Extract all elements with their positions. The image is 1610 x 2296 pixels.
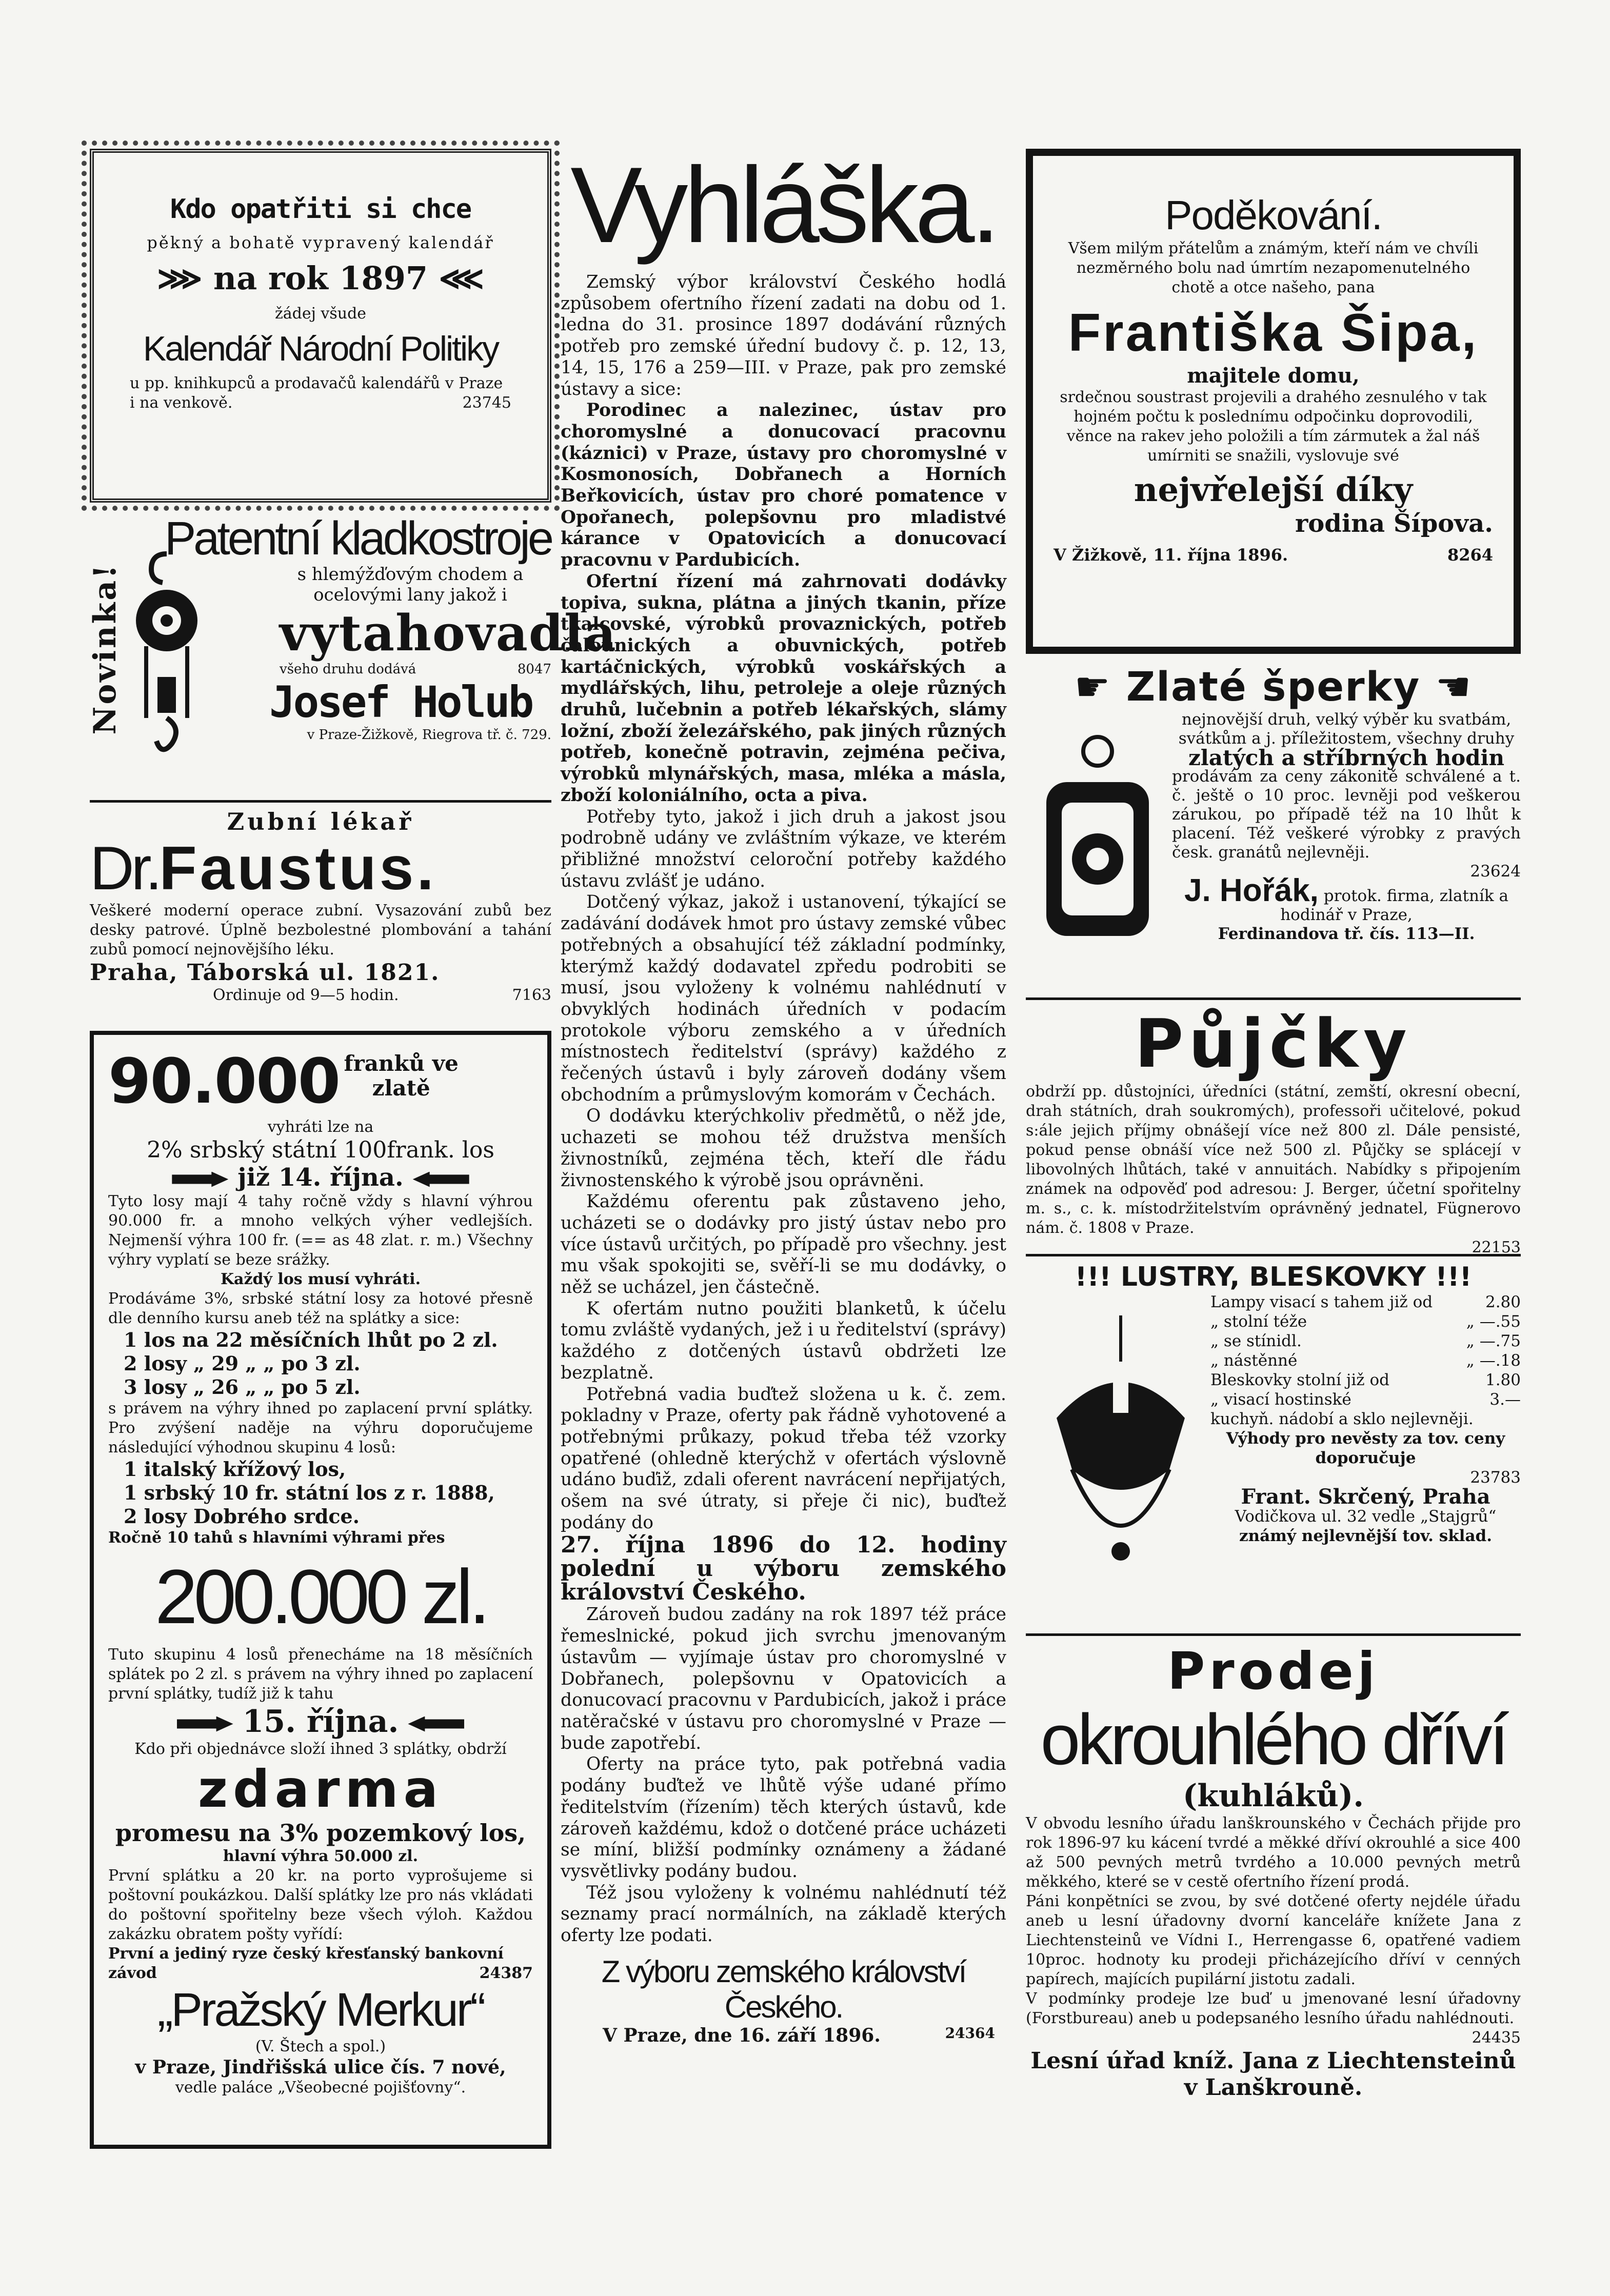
sperky-text — [1172, 710, 1521, 944]
sperky-t1: nejnovější druh, velký výběr ku svatbám, svátkům a j. příležitostem, všechny druhy — [1178, 710, 1515, 748]
loterie-date1 — [108, 1163, 533, 1192]
lustry-row — [1210, 1370, 1521, 1390]
group-item: 1 italský křížový los, — [124, 1458, 346, 1481]
lustry-code: 23783 — [1470, 1468, 1521, 1487]
loterie-currency: franků ve zlatě — [344, 1051, 459, 1101]
vyhlaska-p11: Oferty na práce tyto, pak potřebná vadia podány buďtež ve lhůtě výše udané přímo ředitelstvím (řízením) těch kterých ústavů, kde zároveň každému, kdož o dotčené práce ucházeti se míní, bližší podmínky oznámeny a žádané vysvětlivky podány budou. — [561, 1754, 1006, 1882]
ad-pujcky — [1026, 997, 1521, 1256]
loterie-para2: Prodáváme 3%, srbské státní losy za hotové přesně dle denního kursu aneb též na splátky a sice: — [108, 1290, 533, 1327]
faustus-hours: Ordinuje od 9—5 hodin. — [213, 986, 399, 1004]
loterie-merkur: „Pražský Merkur“ — [157, 1984, 484, 2036]
pointing-hand-icon — [177, 1716, 233, 1732]
vyhlaska-p1: Zemský výbor království Českého hodlá způsobem ofertního řízení zadati na dobu od 1. ledna do 31. prosince 1897 dodávání různých potřeb pro zemské úřední budovy č. p. 12, 13, 14, 15, 176 a 259—III. v Praze, pak pro zemské ústavy a sice: — [561, 272, 1006, 400]
lustry-row-label: Lampy visací s tahem již od — [1210, 1293, 1433, 1311]
chandelier-image — [1036, 1315, 1205, 1587]
loterie-group — [108, 1458, 533, 1528]
kalendar-line4: žádej všude — [274, 305, 367, 323]
loterie-win-line: vyhráti lze na — [267, 1118, 374, 1136]
faustus-surname: Faustus. — [159, 834, 437, 903]
kalendar-year-text: na rok 1897 — [213, 259, 428, 297]
lustry-row-label: „ visací hostinské — [1210, 1390, 1351, 1409]
loterie-date1-text: již 14. října. — [237, 1163, 404, 1192]
lustry-row-price: 2.80 — [1485, 1293, 1521, 1311]
podekovani-name: Františka Šipa, — [1068, 303, 1479, 363]
vyhlaska-p12: Též jsou vyloženy k volnému nahlédnutí též seznamy prací normálních, na základě kterých oferty lze podati. — [561, 1882, 1006, 1946]
loterie-draws — [108, 1328, 533, 1399]
vyhlaska-date-row — [551, 2025, 1016, 2046]
lustry-t2: Výhody pro nevěsty za tov. ceny doporučuje — [1226, 1429, 1505, 1467]
loterie-code: 24387 — [479, 1964, 533, 1982]
ad-loterie — [90, 1031, 551, 2149]
pujcky-title: Půjčky — [1135, 1005, 1412, 1083]
middle-column — [551, 145, 1016, 2046]
podekovani-title: Poděkování. — [1165, 192, 1382, 238]
holub-code: 8047 — [517, 662, 551, 677]
pointing-hand-icon: ☛ — [1074, 664, 1126, 710]
sperky-firm — [1172, 873, 1521, 925]
faustus-hours-row — [90, 986, 551, 1005]
podekovani-place: V Žižkově, 11. října 1896. — [1054, 545, 1288, 565]
lustry-row-price: „ —.18 — [1466, 1351, 1521, 1370]
draw-row: 1 los na 22 měsíčních lhůt po 2 zl. — [124, 1328, 498, 1351]
divider — [1026, 1254, 1521, 1256]
loterie-merkur-addr2: vedle paláce „Všeobecné pojišťovny“. — [175, 2079, 466, 2097]
lustry-title: !!! LUSTRY, BLESKOVKY !!! — [1075, 1262, 1472, 1292]
lustry-addr2: známý nejlevnější tov. sklad. — [1239, 1527, 1493, 1545]
lustry-row-price: 1.80 — [1485, 1371, 1521, 1389]
pointing-hand-icon — [172, 1172, 228, 1187]
vyhlaska-p5: Dotčený výkaz, jakož i ustanovení, týkající se zadávání dodávek hmot pro ústavy zemské vůbec potřebných a obsahující též základní podmínky, kterýmž každý dodavatel zpředu podrobiti se musí, jsou vyloženy k volnému nahlédnutí v obvyklých hodinách úředních v podacím protokole výboru zemského a v úředních místnostech ředitelství (správy) každého z řečených ústavů i byly zároveň dodány všem obchodním a průmyslovým komorám v Čechách. — [561, 892, 1006, 1105]
draw-row: 3 losy „ 26 „ „ po 5 zl. — [124, 1375, 361, 1399]
loterie-para6b: První a jediný ryze český křesťanský bankovní závod — [108, 1945, 504, 1982]
lustry-row — [1210, 1331, 1521, 1351]
vyhlaska-code: 24364 — [945, 2024, 995, 2042]
prodej-text1: V obvodu lesního úřadu lanškrounského v Čechách přijde pro rok 1896-97 ku kácení tvrdé a měkké dříví okrouhlé a sice 400 až 500 pevných metrů tvrdého a 10.000 pevných metrů měkkého, které se v cestě ofertního řízení prodá. — [1026, 1814, 1521, 1891]
group-item: 2 losy Dobrého srdce. — [124, 1505, 360, 1528]
vyhlaska-p9: Potřebná vadia buďtež složena u k. č. zem. pokladny v Praze, oferty pak řádně vyhotovené a potřebnými průkazy, pokud třeba též vzorky opatřené (ohledně kterýchž v ofertách výslovně udáno buďiž, zdali oferent navrácení nepřijatých, ošem na své útraty, si přeje či nic), buďtež podány do — [561, 1384, 1006, 1533]
prodej-code: 24435 — [1472, 2029, 1521, 2047]
loterie-big-win: 200.000 zl. — [155, 1553, 486, 1640]
kalendar-line1: Kdo opatřiti si chce — [170, 194, 471, 225]
kalendar-sellers-text: u pp. knihkupců a prodavačů kalendářů v Praze i na venkově. — [130, 374, 503, 412]
pointing-hand-icon — [413, 1172, 469, 1187]
prodej-text2: Páni konpětníci se zvou, by své dotčené oferty nejdéle úřadu aneb u lesní úřadovny dvorní kanceláře knížete Jana z Liechtensteinů ve Vídni I., Herrengasse 6, opatřené vadiem 10proc. hodnoty ku prodeji přicházejícího dříví v cenných papírech, majících pupilární jistotu zadali. — [1026, 1892, 1521, 1988]
loterie-los: 2% srbský státní 100frank. los — [147, 1137, 494, 1163]
lustry-row-price: „ —.55 — [1466, 1312, 1521, 1331]
podekovani-code: 8264 — [1447, 545, 1493, 565]
ad-holub — [87, 512, 617, 795]
sperky-t2: zlatých a stříbrných hodin — [1188, 745, 1505, 770]
pointing-hand-icon: ☚ — [1420, 664, 1473, 710]
prodej-sub: okrouhlého dříví — [1040, 1699, 1506, 1780]
divider — [90, 800, 551, 803]
vyhlaska-date: V Praze, dne 16. září 1896. — [603, 2024, 881, 2046]
jewel-pendant-image — [1026, 731, 1169, 951]
sperky-title-text: Zlaté šperky — [1126, 664, 1421, 710]
sperky-code: 23624 — [1470, 862, 1521, 881]
loterie-header — [108, 1046, 533, 1117]
lustry-t1: kuchyň. nádobí a sklo nejlevněji. — [1210, 1410, 1474, 1428]
vyhlaska-title: Vyhláška. — [570, 145, 997, 265]
loterie-yearly: Ročně 10 tahů s hlavními výhrami přes — [108, 1529, 445, 1547]
faustus-address: Praha, Táborská ul. 1821. — [90, 960, 440, 986]
loterie-promesa-sub: hlavní výhra 50.000 zl. — [223, 1847, 419, 1865]
lustry-row-label: „ se stínidl. — [1210, 1332, 1302, 1350]
lustry-row — [1210, 1390, 1521, 1409]
loterie-date2-text: 15. října. — [242, 1704, 399, 1740]
faustus-dr: Dr. — [90, 834, 160, 903]
holub-address: v Praze-Žižkově, Riegrova tř. č. 729. — [307, 727, 551, 743]
lustry-name: Frant. Skrčený, Praha — [1241, 1485, 1490, 1509]
faustus-header: Zubní lékař — [227, 808, 414, 835]
holub-desc: s hlemýžďovým chodem a ocelovými lany jakož i — [297, 564, 524, 605]
sperky-name: J. Hořák, — [1184, 873, 1319, 908]
arrow-left-icon: ⋘ — [427, 259, 484, 297]
loterie-free: zdarma — [197, 1759, 444, 1819]
pointing-hand-icon — [408, 1716, 464, 1732]
faustus-code: 7163 — [512, 986, 551, 1004]
pulley-hoist-image — [126, 549, 208, 764]
ad-faustus — [90, 800, 551, 1015]
podekovani-family: rodina Šípova. — [1295, 509, 1493, 538]
kalendar-line2: pěkný a bohatě vypravený kalendář — [147, 233, 494, 252]
holub-name: Josef Holub — [269, 677, 532, 727]
lustry-row — [1210, 1292, 1521, 1312]
podekovani-footer — [1054, 545, 1493, 565]
ad-lustry — [1026, 1254, 1521, 1623]
prodej-title: Prodej — [1167, 1641, 1379, 1701]
lustry-row-label: „ stolní téže — [1210, 1312, 1307, 1331]
loterie-para1b: Každý los musí vyhráti. — [220, 1270, 421, 1288]
vyhlaska-p3: Ofertní řízení má zahrnovati dodávky topiva, sukna, plátna a jiných tkanin, příze tkalcovské, výrobků provaznických, potřeb čalounických a obuvnických, potřeb kartáčnických, výrobků voskářských a mydlářských, lihu, petroleje a oleje různých druhů, lučebnin a potřeb lékařských, slámy ložní, zboží železářského, pak jiných různých potřeb, konečně potravin, zejména pečiva, výrobků mlynářských, masa, mléka a másla, zboží koloniálního, octa a piva. — [561, 571, 1006, 806]
lustry-row — [1210, 1312, 1521, 1331]
loterie-promesa: promesu na 3% pozemkový los, — [115, 1819, 526, 1847]
loterie-para6: První splátku a 20 kr. na porto vyprošujeme si poštovní poukázkou. Další splátky lze pro nás vkládati do poštovní spořitelny beze všech výloh. Každou zakázku obratem pošty vyřídí: — [108, 1867, 533, 1943]
kalendar-code: 23745 — [462, 394, 511, 412]
pujcky-code: 22153 — [1472, 1239, 1521, 1256]
sperky-addr: Ferdinandova tř. čís. 113—II. — [1218, 925, 1475, 943]
vyhlaska-p4: Potřeby tyto, jakož i jich druh a jakost jsou podrobně udány ve zvláštním výkaze, ve kterém přibližné množství celoroční potřeby každého ústavu zvlášť je udáno. — [561, 806, 1006, 891]
loterie-para3: s právem na výhry ihned po zaplacení první splátky. Pro zvýšení naděje na výhru doporučujeme následující výhodnou skupinu 4 losů: — [108, 1400, 533, 1456]
loterie-para4: Tuto skupinu 4 losů přenecháme na 18 měsíčních splátek po 2 zl. s právem na výhry ihned po zaplacení první splátky, tudíž již k tahu — [108, 1646, 533, 1703]
draw-row: 2 losy „ 29 „ „ po 3 zl. — [124, 1352, 361, 1375]
prodej-kul: (kuhláků). — [1182, 1778, 1364, 1814]
sperky-title — [1026, 664, 1521, 710]
group-item: 1 srbský 10 fr. státní los z r. 1888, — [124, 1481, 495, 1504]
lustry-list — [1210, 1292, 1521, 1546]
sperky-name-sub: protok. firma, zlatník a hodinář v Praze, — [1280, 887, 1508, 924]
kalendar-title: Kalendář Národní Politiky — [143, 329, 499, 368]
left-column — [87, 149, 617, 2149]
holub-title: Patentní kladkostroje — [164, 512, 551, 565]
lustry-row — [1210, 1351, 1521, 1370]
faustus-text: Veškeré moderní operace zubní. Vysazování zubů bez desky patrové. Úplně bezbolestné plombování a tahání zubů pomocí nejnovějšího léku. — [90, 902, 551, 959]
lustry-addr: Vodičkova ul. 32 vedle „Stajgrů“ — [1235, 1507, 1497, 1526]
podekovani-thanks: nejvřelejší díky — [1134, 471, 1413, 509]
holub-note-text: všeho druhu dodává — [280, 662, 416, 677]
divider — [1026, 997, 1521, 1000]
right-column — [1026, 149, 1521, 2146]
vyhlaska-p8: K ofertám nutno použiti blanketů, k účelu tomu zvláště vydaných, jež i u ředitelství (správy) každého z dotčených ústavů obdržeti lze bezplatně. — [561, 1298, 1006, 1383]
divider — [1026, 1633, 1521, 1636]
ad-podekovani — [1026, 149, 1521, 654]
prodej-text3: V podmínky prodeje lze buď u jmenované lesní úřadovny (Forstbureau) aneb u podepsaného lesního úřadu nahlédnouti. — [1026, 1990, 1521, 2027]
holub-note — [280, 662, 551, 677]
novinka-text: Novinka! — [87, 563, 123, 735]
lustry-row-label: Bleskovky stolní již od — [1210, 1371, 1389, 1389]
lustry-row-label: „ nástěnné — [1210, 1351, 1298, 1370]
vyhlaska-text — [551, 272, 1016, 1947]
lustry-row-price: „ —.75 — [1466, 1332, 1521, 1350]
prodej-footer: Lesní úřad kníž. Jana z Liechtensteinů v Lanškrouně. — [1030, 2048, 1516, 2101]
vyhlaska-p7: Každému oferentu pak zůstaveno jeho, ucházeti se o dodávky pro jistý ústav nebo pro více ústavů určitých, po případě pro všechny. jest mu však spokojiti se, svěří-li se mu dodávky, o něž se ucházel, jen částečně. — [561, 1191, 1006, 1298]
loterie-amount: 90.000 — [108, 1046, 340, 1117]
kalendar-sellers — [130, 374, 511, 413]
podekovani-text2: srdečnou soustrast projevili a drahého zesnulého v tak hojném počtu k poslednímu odpočinku doprovodili, věnce na rakev jeho položili a tím zármutek a žal náš umírniti se snažili, vyslovuje své — [1060, 388, 1487, 465]
vyhlaska-p6: O dodávku kterýchkoliv předmětů, o něž jde, uchazeti se mohou též družstva menších živnostníků, zejména těch, kteří dle řádu živnostenského k výrobě jsou oprávněni. — [561, 1106, 1006, 1191]
pujcky-text: obdrží pp. důstojníci, úředníci (státní, zemští, okresní obecní, drah státních, drah soukromých), professoři učitelové, pokud s:ále jejich příjmy obnášejí více než 800 zl. Dále pensisté, pokud pense obnáší více než 500 zl. Půjčky se splácejí v libovolných lhůtách, také v annuitách. Nabídky s připojením známek na odpověď pod adresou: J. Berger, účetní spořitelny m. s., c. k. místodržitelstvím oprávněný jednatel, Fügnerovo nám. č. 1808 v Praze. — [1026, 1083, 1521, 1237]
ad-kalendar — [90, 149, 551, 503]
loterie-para5: Kdo při objednávce složí ihned 3 splátky, obdrží — [134, 1740, 507, 1758]
kalendar-year — [130, 259, 511, 297]
vyhlaska-p10: Zároveň budou zadány na rok 1897 též práce řemeslnické, pokud jich svrchu jmenovaným ústavům — vyjímaje ústav pro choromyslné v Dobřanech, polepšovnu v Opatovicích a donucovací pracovnu v Pardubicích, jakož i práce natěračské v ústavu pro choromyslné v Praze — bude zapotřebí. — [561, 1604, 1006, 1753]
podekovani-text1: Všem milým přátelům a známým, kteří nám ve chvíli nezměrného bolu nad úmrtím nezapomenutelného chotě a otce našeho, pana — [1068, 239, 1479, 296]
loterie-para6b-row — [108, 1944, 533, 1983]
vyhlaska-footer: Z výboru zemského království Českého. — [601, 1954, 966, 2024]
lustry-row-price: 3.— — [1489, 1390, 1521, 1409]
vyhlaska-deadline: 27. října 1896 do 12. hodiny polední u výboru zemského království Českého. — [561, 1532, 1006, 1606]
loterie-merkur-sub: (V. Štech a spol.) — [255, 2038, 386, 2055]
loterie-para1: Tyto losy mají 4 tahy ročně vždy s hlavní výhrou 90.000 fr. a mnoho velkých výher vedlejších. Nejmenší výhra 100 fr. (== as 48 zlat. r. m.) Všechny výhry vyplatí se beze srážky. — [108, 1192, 533, 1269]
arrow-right-icon: ⋙ — [157, 259, 214, 297]
sperky-t3: prodávám za ceny zákonitě schválené a t. č. ještě o 10 proc. levněji pod veškerou zárukou, po případě též na 10 lhůt k placení. Též veškeré výrobky z pravých česk. granátů nejlevněji. — [1172, 767, 1521, 862]
faustus-name — [90, 835, 551, 901]
ad-prodej — [1026, 1633, 1521, 2146]
loterie-date2 — [108, 1704, 533, 1740]
novinka-label — [87, 544, 123, 749]
holub-product: vytahovadla — [280, 604, 617, 662]
vyhlaska-p2: Porodinec a nalezinec, ústav pro choromyslné a donucovací pracovnu (káznici) v Praze, ústavy pro choromyslné v Kosmonosích, Dobřanech a Horních Beřkovicích, ústav pro choré pomatence v Opořanech, polepšovnu pro mladistvé kárance v Opatovicích a donucovací pracovnu v Pardubicích. — [561, 400, 1006, 571]
ad-sperky — [1026, 664, 1521, 992]
podekovani-sub: majitele domu, — [1187, 364, 1360, 388]
loterie-merkur-addr: v Praze, Jindřišská ulice čís. 7 nové, — [135, 2057, 506, 2078]
